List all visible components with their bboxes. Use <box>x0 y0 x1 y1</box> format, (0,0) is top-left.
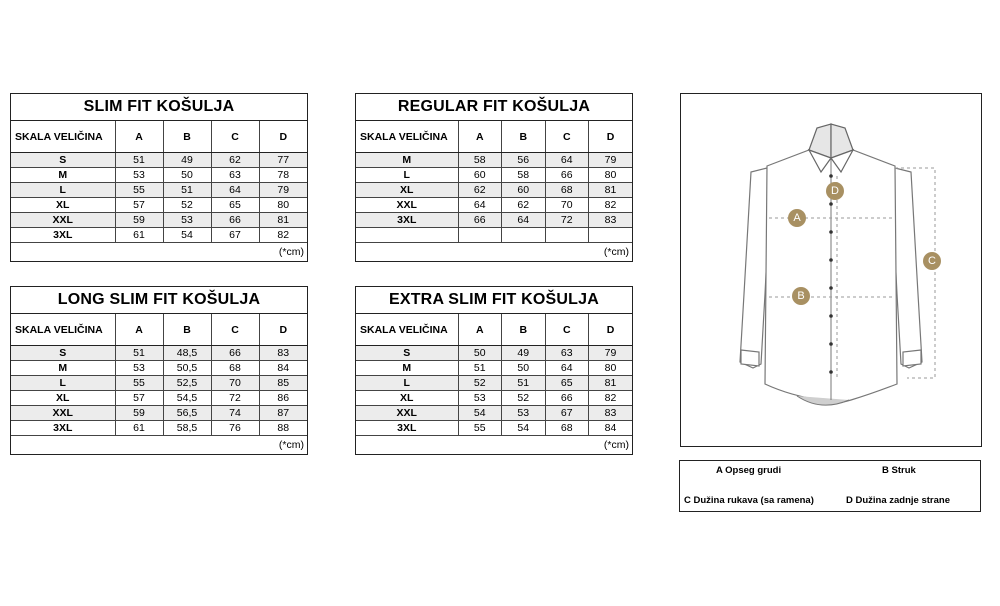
value-cell: 55 <box>115 183 163 198</box>
value-cell <box>502 228 546 243</box>
value-cell: 58 <box>502 168 546 183</box>
legend-b: B Struk <box>882 465 916 476</box>
col-header-size: SKALA VELIČINA <box>11 314 115 346</box>
value-cell: 81 <box>259 213 307 228</box>
value-cell: 66 <box>545 391 589 406</box>
col-header-d: D <box>589 121 633 153</box>
col-header-b: B <box>163 314 211 346</box>
value-cell: 52 <box>502 391 546 406</box>
unit-note: (*cm) <box>603 246 629 258</box>
value-cell: 80 <box>589 361 633 376</box>
value-cell: 61 <box>115 228 163 243</box>
value-cell: 55 <box>115 376 163 391</box>
long-slim-fit-table <box>10 286 308 455</box>
col-header-a: A <box>458 121 502 153</box>
table-row <box>356 183 632 198</box>
value-cell: 53 <box>115 168 163 183</box>
value-cell: 65 <box>211 198 259 213</box>
value-cell: 67 <box>211 228 259 243</box>
col-header-c: C <box>211 314 259 346</box>
col-header-d: D <box>259 314 307 346</box>
value-cell: 81 <box>589 376 633 391</box>
value-cell: 82 <box>259 228 307 243</box>
col-header-b: B <box>163 121 211 153</box>
value-cell: 52,5 <box>163 376 211 391</box>
marker-d: D <box>826 182 844 200</box>
value-cell: 70 <box>545 198 589 213</box>
value-cell: 74 <box>211 406 259 421</box>
value-cell: 72 <box>211 391 259 406</box>
size-cell: M <box>356 361 458 376</box>
value-cell: 51 <box>115 346 163 361</box>
legend-a: A Opseg grudi <box>716 465 782 476</box>
size-cell: L <box>11 183 115 198</box>
size-cell: XXL <box>356 198 458 213</box>
size-table <box>11 314 307 436</box>
value-cell: 83 <box>589 213 633 228</box>
table-row <box>356 346 632 361</box>
col-header-a: A <box>115 314 163 346</box>
table-row <box>356 421 632 436</box>
value-cell: 64 <box>502 213 546 228</box>
size-table <box>356 314 632 436</box>
value-cell: 59 <box>115 406 163 421</box>
value-cell: 49 <box>502 346 546 361</box>
size-cell: XL <box>356 391 458 406</box>
size-cell: S <box>356 346 458 361</box>
value-cell: 51 <box>163 183 211 198</box>
value-cell: 50 <box>502 361 546 376</box>
col-header-size: SKALA VELIČINA <box>356 314 458 346</box>
value-cell: 88 <box>259 421 307 436</box>
value-cell: 54 <box>458 406 502 421</box>
value-cell: 68 <box>545 183 589 198</box>
legend-d: D Dužina zadnje strane <box>846 495 950 506</box>
value-cell: 53 <box>115 361 163 376</box>
value-cell: 49 <box>163 153 211 168</box>
value-cell: 53 <box>458 391 502 406</box>
table-title: REGULAR FIT KOŠULJA <box>356 94 632 121</box>
value-cell: 52 <box>458 376 502 391</box>
value-cell <box>545 228 589 243</box>
col-header-c: C <box>545 314 589 346</box>
size-cell: L <box>356 168 458 183</box>
unit-note: (*cm) <box>603 439 629 451</box>
extra-slim-fit-table <box>355 286 633 455</box>
value-cell: 64 <box>211 183 259 198</box>
value-cell: 76 <box>211 421 259 436</box>
value-cell: 54 <box>163 228 211 243</box>
value-cell: 59 <box>115 213 163 228</box>
size-cell: S <box>11 346 115 361</box>
value-cell: 77 <box>259 153 307 168</box>
size-cell: 3XL <box>356 421 458 436</box>
size-cell: XL <box>11 391 115 406</box>
table-row <box>11 361 307 376</box>
size-cell: L <box>356 376 458 391</box>
value-cell: 56,5 <box>163 406 211 421</box>
value-cell: 54,5 <box>163 391 211 406</box>
value-cell: 68 <box>545 421 589 436</box>
col-header-c: C <box>545 121 589 153</box>
table-row <box>356 168 632 183</box>
marker-b: B <box>792 287 810 305</box>
value-cell: 57 <box>115 391 163 406</box>
col-header-b: B <box>502 314 546 346</box>
table-title: SLIM FIT KOŠULJA <box>11 94 307 121</box>
value-cell: 80 <box>589 168 633 183</box>
value-cell: 64 <box>545 361 589 376</box>
value-cell <box>589 228 633 243</box>
shirt-measurement-diagram <box>680 93 982 447</box>
table-row <box>11 228 307 243</box>
value-cell: 57 <box>115 198 163 213</box>
table-row <box>11 153 307 168</box>
value-cell: 54 <box>502 421 546 436</box>
value-cell <box>458 228 502 243</box>
value-cell: 79 <box>259 183 307 198</box>
table-row <box>11 198 307 213</box>
col-header-b: B <box>502 121 546 153</box>
value-cell: 51 <box>458 361 502 376</box>
table-row <box>356 361 632 376</box>
value-cell: 64 <box>458 198 502 213</box>
size-cell: 3XL <box>11 421 115 436</box>
value-cell: 60 <box>458 168 502 183</box>
size-cell: XL <box>11 198 115 213</box>
table-row <box>356 213 632 228</box>
table-row <box>356 198 632 213</box>
value-cell: 48,5 <box>163 346 211 361</box>
table-row <box>11 391 307 406</box>
table-row <box>356 376 632 391</box>
value-cell: 79 <box>589 153 633 168</box>
shirt-illustration <box>681 94 981 446</box>
value-cell: 61 <box>115 421 163 436</box>
value-cell: 50,5 <box>163 361 211 376</box>
value-cell: 58,5 <box>163 421 211 436</box>
table-title: LONG SLIM FIT KOŠULJA <box>11 287 307 314</box>
size-cell <box>356 228 458 243</box>
table-row <box>11 213 307 228</box>
value-cell: 51 <box>115 153 163 168</box>
value-cell: 65 <box>545 376 589 391</box>
col-header-c: C <box>211 121 259 153</box>
value-cell: 81 <box>589 183 633 198</box>
size-cell: 3XL <box>356 213 458 228</box>
size-cell: L <box>11 376 115 391</box>
table-row <box>11 183 307 198</box>
slim-fit-table <box>10 93 308 262</box>
size-table <box>11 121 307 243</box>
value-cell: 50 <box>163 168 211 183</box>
size-cell: S <box>11 153 115 168</box>
value-cell: 86 <box>259 391 307 406</box>
value-cell: 66 <box>211 213 259 228</box>
table-row <box>11 406 307 421</box>
table-row <box>11 376 307 391</box>
table-row <box>356 406 632 421</box>
value-cell: 55 <box>458 421 502 436</box>
table-row <box>356 228 632 243</box>
value-cell: 82 <box>589 198 633 213</box>
value-cell: 87 <box>259 406 307 421</box>
size-cell: XL <box>356 183 458 198</box>
measurement-legend <box>679 460 981 512</box>
value-cell: 85 <box>259 376 307 391</box>
value-cell: 63 <box>545 346 589 361</box>
value-cell: 83 <box>259 346 307 361</box>
value-cell: 60 <box>502 183 546 198</box>
col-header-size: SKALA VELIČINA <box>11 121 115 153</box>
value-cell: 83 <box>589 406 633 421</box>
value-cell: 70 <box>211 376 259 391</box>
value-cell: 66 <box>545 168 589 183</box>
col-header-d: D <box>259 121 307 153</box>
marker-a: A <box>788 209 806 227</box>
col-header-a: A <box>115 121 163 153</box>
size-table <box>356 121 632 243</box>
size-cell: M <box>11 168 115 183</box>
value-cell: 64 <box>545 153 589 168</box>
regular-fit-table <box>355 93 633 262</box>
size-cell: XXL <box>356 406 458 421</box>
col-header-d: D <box>589 314 633 346</box>
table-row <box>11 346 307 361</box>
value-cell: 78 <box>259 168 307 183</box>
value-cell: 84 <box>589 421 633 436</box>
value-cell: 51 <box>502 376 546 391</box>
value-cell: 50 <box>458 346 502 361</box>
legend-c: C Dužina rukava (sa ramena) <box>684 495 814 506</box>
value-cell: 62 <box>458 183 502 198</box>
value-cell: 68 <box>211 361 259 376</box>
marker-c: C <box>923 252 941 270</box>
value-cell: 58 <box>458 153 502 168</box>
value-cell: 82 <box>589 391 633 406</box>
table-row <box>356 153 632 168</box>
value-cell: 56 <box>502 153 546 168</box>
size-cell: XXL <box>11 213 115 228</box>
table-row <box>11 421 307 436</box>
value-cell: 52 <box>163 198 211 213</box>
value-cell: 66 <box>211 346 259 361</box>
size-cell: 3XL <box>11 228 115 243</box>
size-cell: XXL <box>11 406 115 421</box>
value-cell: 67 <box>545 406 589 421</box>
col-header-size: SKALA VELIČINA <box>356 121 458 153</box>
table-title: EXTRA SLIM FIT KOŠULJA <box>356 287 632 314</box>
size-cell: M <box>356 153 458 168</box>
table-row <box>11 168 307 183</box>
value-cell: 80 <box>259 198 307 213</box>
col-header-a: A <box>458 314 502 346</box>
unit-note: (*cm) <box>278 439 304 451</box>
value-cell: 63 <box>211 168 259 183</box>
size-cell: M <box>11 361 115 376</box>
value-cell: 72 <box>545 213 589 228</box>
value-cell: 62 <box>502 198 546 213</box>
value-cell: 53 <box>163 213 211 228</box>
value-cell: 53 <box>502 406 546 421</box>
value-cell: 84 <box>259 361 307 376</box>
unit-note: (*cm) <box>278 246 304 258</box>
value-cell: 62 <box>211 153 259 168</box>
value-cell: 79 <box>589 346 633 361</box>
table-row <box>356 391 632 406</box>
value-cell: 66 <box>458 213 502 228</box>
